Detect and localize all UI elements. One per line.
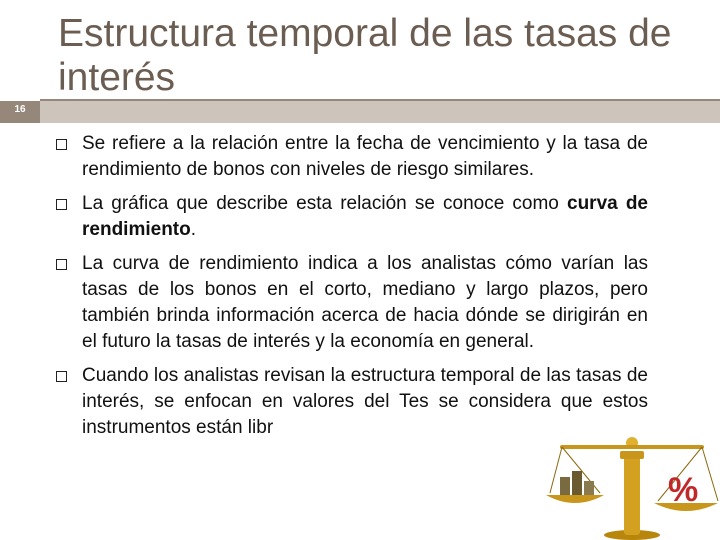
bullet-text: La gráfica que describe esta relación se conoce como [82,193,567,214]
bullet-item [56,131,648,183]
bullet-item [56,251,648,355]
bullet-text-end: . [190,219,197,240]
slide-number: 16 [14,104,26,115]
left-band [0,0,40,540]
bullet-text: Se refiere a la relación entre la fecha de vencimiento y la tasa de rendimiento de bonos con niveles de riesgo similares. [82,133,648,180]
balance-scale-image [540,415,720,540]
square-bullet-icon [56,139,67,150]
square-bullet-icon [56,371,67,382]
square-bullet-icon [56,259,67,270]
bullet-item [56,191,648,243]
bullet-list [56,131,648,449]
bullet-text: Cuando los analistas revisan la estructura temporal de las tasas de interés, se enfocan en valores del Tes se considera que estos instrumentos están libr [82,365,648,438]
slide-title: Estructura temporal de las tasas de interés [58,12,672,99]
title-rule [40,101,720,123]
bullet-bold-term: curva de rendimiento [82,193,648,240]
percent-sign: % [668,471,699,509]
square-bullet-icon [56,199,67,210]
bullet-text: La curva de rendimiento indica a los analistas cómo varían las tasas de los bonos en el corto, mediano y largo plazos, pero también brinda información acerca de hacia dónde se dirigirán en el futuro la tasas de interés y la economía en general. [82,253,648,352]
